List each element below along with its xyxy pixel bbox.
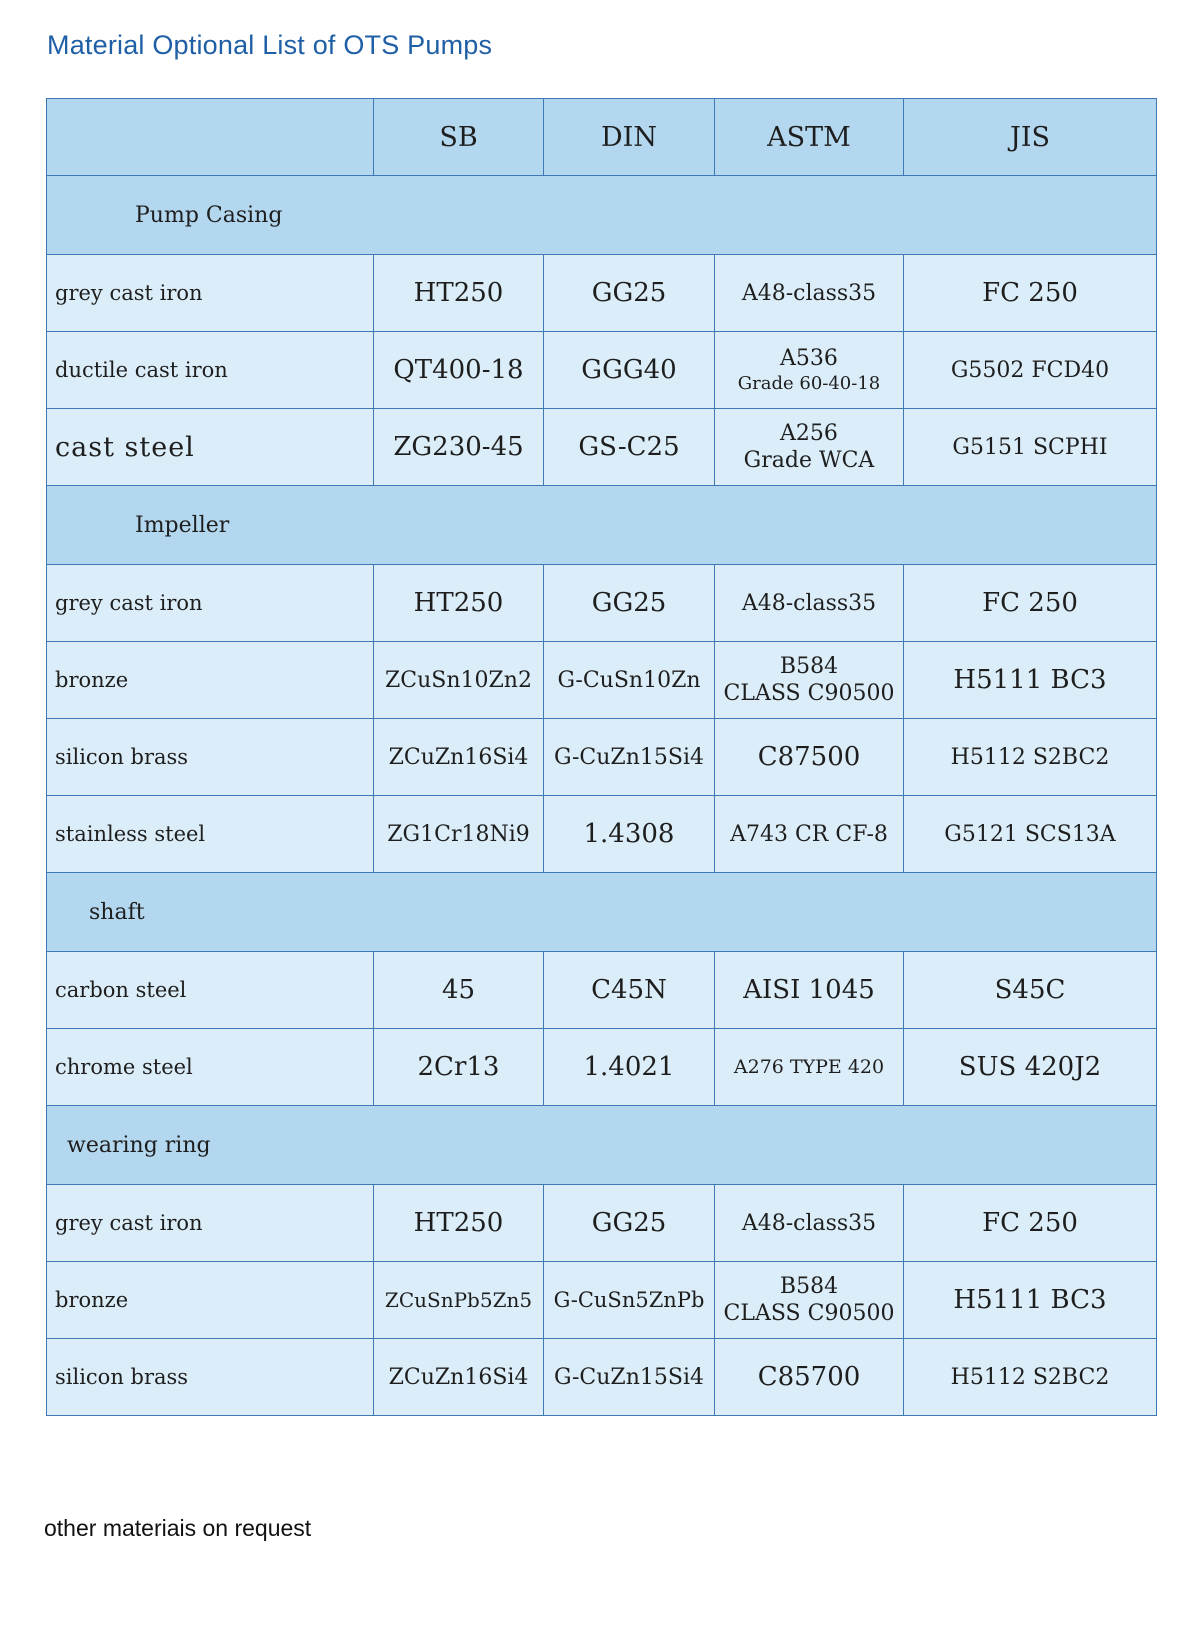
material-cell: carbon steel: [47, 952, 374, 1029]
astm-cell: AISI 1045: [715, 952, 904, 1029]
header-cell-blank: [47, 99, 374, 176]
jis-cell: G5151 SCPHI: [904, 409, 1157, 486]
material-cell: silicon brass: [47, 1339, 374, 1416]
din-cell: G-CuZn15Si4: [544, 1339, 715, 1416]
material-cell: grey cast iron: [47, 255, 374, 332]
din-cell: GG25: [544, 565, 715, 642]
sb-cell: HT250: [374, 565, 544, 642]
material-cell: grey cast iron: [47, 1185, 374, 1262]
din-cell: GGG40: [544, 332, 715, 409]
sb-cell: ZCuSn10Zn2: [374, 642, 544, 719]
astm-cell: A48-class35: [715, 565, 904, 642]
material-cell: bronze: [47, 1262, 374, 1339]
astm-sub: Grade WCA: [743, 448, 875, 473]
header-cell-astm: ASTM: [715, 99, 904, 176]
din-cell: C45N: [544, 952, 715, 1029]
jis-cell: S45C: [904, 952, 1157, 1029]
jis-cell: FC 250: [904, 565, 1157, 642]
material-cell: stainless steel: [47, 796, 374, 873]
din-cell: GS-C25: [544, 409, 715, 486]
sb-cell: 45: [374, 952, 544, 1029]
jis-cell: FC 250: [904, 255, 1157, 332]
section-title: Pump Casing: [47, 176, 1157, 255]
jis-cell: H5111 BC3: [904, 642, 1157, 719]
header-cell-din: DIN: [544, 99, 715, 176]
sb-cell: ZCuZn16Si4: [374, 1339, 544, 1416]
material-cell: bronze: [47, 642, 374, 719]
astm-sub: CLASS C90500: [723, 681, 895, 706]
astm-cell: [715, 1262, 904, 1339]
astm-sub: Grade 60-40-18: [737, 372, 881, 394]
jis-cell: G5502 FCD40: [904, 332, 1157, 409]
astm-cell: A48-class35: [715, 1185, 904, 1262]
header-cell-sb: SB: [374, 99, 544, 176]
astm-cell: [715, 642, 904, 719]
jis-cell: G5121 SCS13A: [904, 796, 1157, 873]
table-row: [47, 642, 1157, 719]
astm-cell: A743 CR CF-8: [715, 796, 904, 873]
din-cell: G-CuSn5ZnPb: [544, 1262, 715, 1339]
section-row-wearing-ring: [47, 1106, 1157, 1185]
astm-main: B584: [779, 1273, 839, 1299]
page-title: Material Optional List of OTS Pumps: [47, 30, 493, 60]
sb-cell: ZCuZn16Si4: [374, 719, 544, 796]
section-row-shaft: [47, 873, 1157, 952]
header-cell-jis: JIS: [904, 99, 1157, 176]
materials-table: [46, 98, 1157, 1416]
astm-cell: [715, 332, 904, 409]
sb-cell: HT250: [374, 255, 544, 332]
din-cell: 1.4021: [544, 1029, 715, 1106]
table-row: [47, 1185, 1157, 1262]
astm-main: B584: [779, 653, 839, 679]
table-header-row: [47, 99, 1157, 176]
table-row: [47, 409, 1157, 486]
table-row: [47, 952, 1157, 1029]
jis-cell: SUS 420J2: [904, 1029, 1157, 1106]
sb-cell: ZG1Cr18Ni9: [374, 796, 544, 873]
material-cell: cast steel: [47, 409, 374, 486]
jis-cell: H5112 S2BC2: [904, 719, 1157, 796]
table-row: [47, 719, 1157, 796]
material-cell: ductile cast iron: [47, 332, 374, 409]
table-row: [47, 255, 1157, 332]
din-cell: GG25: [544, 255, 715, 332]
section-row-impeller: [47, 486, 1157, 565]
astm-cell: C87500: [715, 719, 904, 796]
section-title: shaft: [47, 873, 1157, 952]
table-row: [47, 565, 1157, 642]
sb-cell: 2Cr13: [374, 1029, 544, 1106]
table-row: [47, 1262, 1157, 1339]
table-row: [47, 1339, 1157, 1416]
jis-cell: H5112 S2BC2: [904, 1339, 1157, 1416]
jis-cell: FC 250: [904, 1185, 1157, 1262]
astm-cell: A48-class35: [715, 255, 904, 332]
astm-main: A256: [780, 420, 838, 446]
table-row: [47, 1029, 1157, 1106]
section-row-pump-casing: [47, 176, 1157, 255]
astm-cell: A276 TYPE 420: [715, 1029, 904, 1106]
sb-cell: QT400-18: [374, 332, 544, 409]
sb-cell: HT250: [374, 1185, 544, 1262]
table-row: [47, 332, 1157, 409]
sb-cell: ZCuSnPb5Zn5: [374, 1262, 544, 1339]
din-cell: 1.4308: [544, 796, 715, 873]
astm-cell: [715, 409, 904, 486]
astm-sub: CLASS C90500: [723, 1301, 895, 1326]
material-cell: grey cast iron: [47, 565, 374, 642]
jis-cell: H5111 BC3: [904, 1262, 1157, 1339]
astm-main: A536: [780, 346, 838, 371]
material-cell: chrome steel: [47, 1029, 374, 1106]
din-cell: GG25: [544, 1185, 715, 1262]
table-row: [47, 796, 1157, 873]
section-title: wearing ring: [47, 1106, 1157, 1185]
footer-note: other materiais on request: [44, 1515, 312, 1541]
sb-cell: ZG230-45: [374, 409, 544, 486]
din-cell: G-CuZn15Si4: [544, 719, 715, 796]
section-title: Impeller: [47, 486, 1157, 565]
din-cell: G-CuSn10Zn: [544, 642, 715, 719]
astm-cell: C85700: [715, 1339, 904, 1416]
material-cell: silicon brass: [47, 719, 374, 796]
